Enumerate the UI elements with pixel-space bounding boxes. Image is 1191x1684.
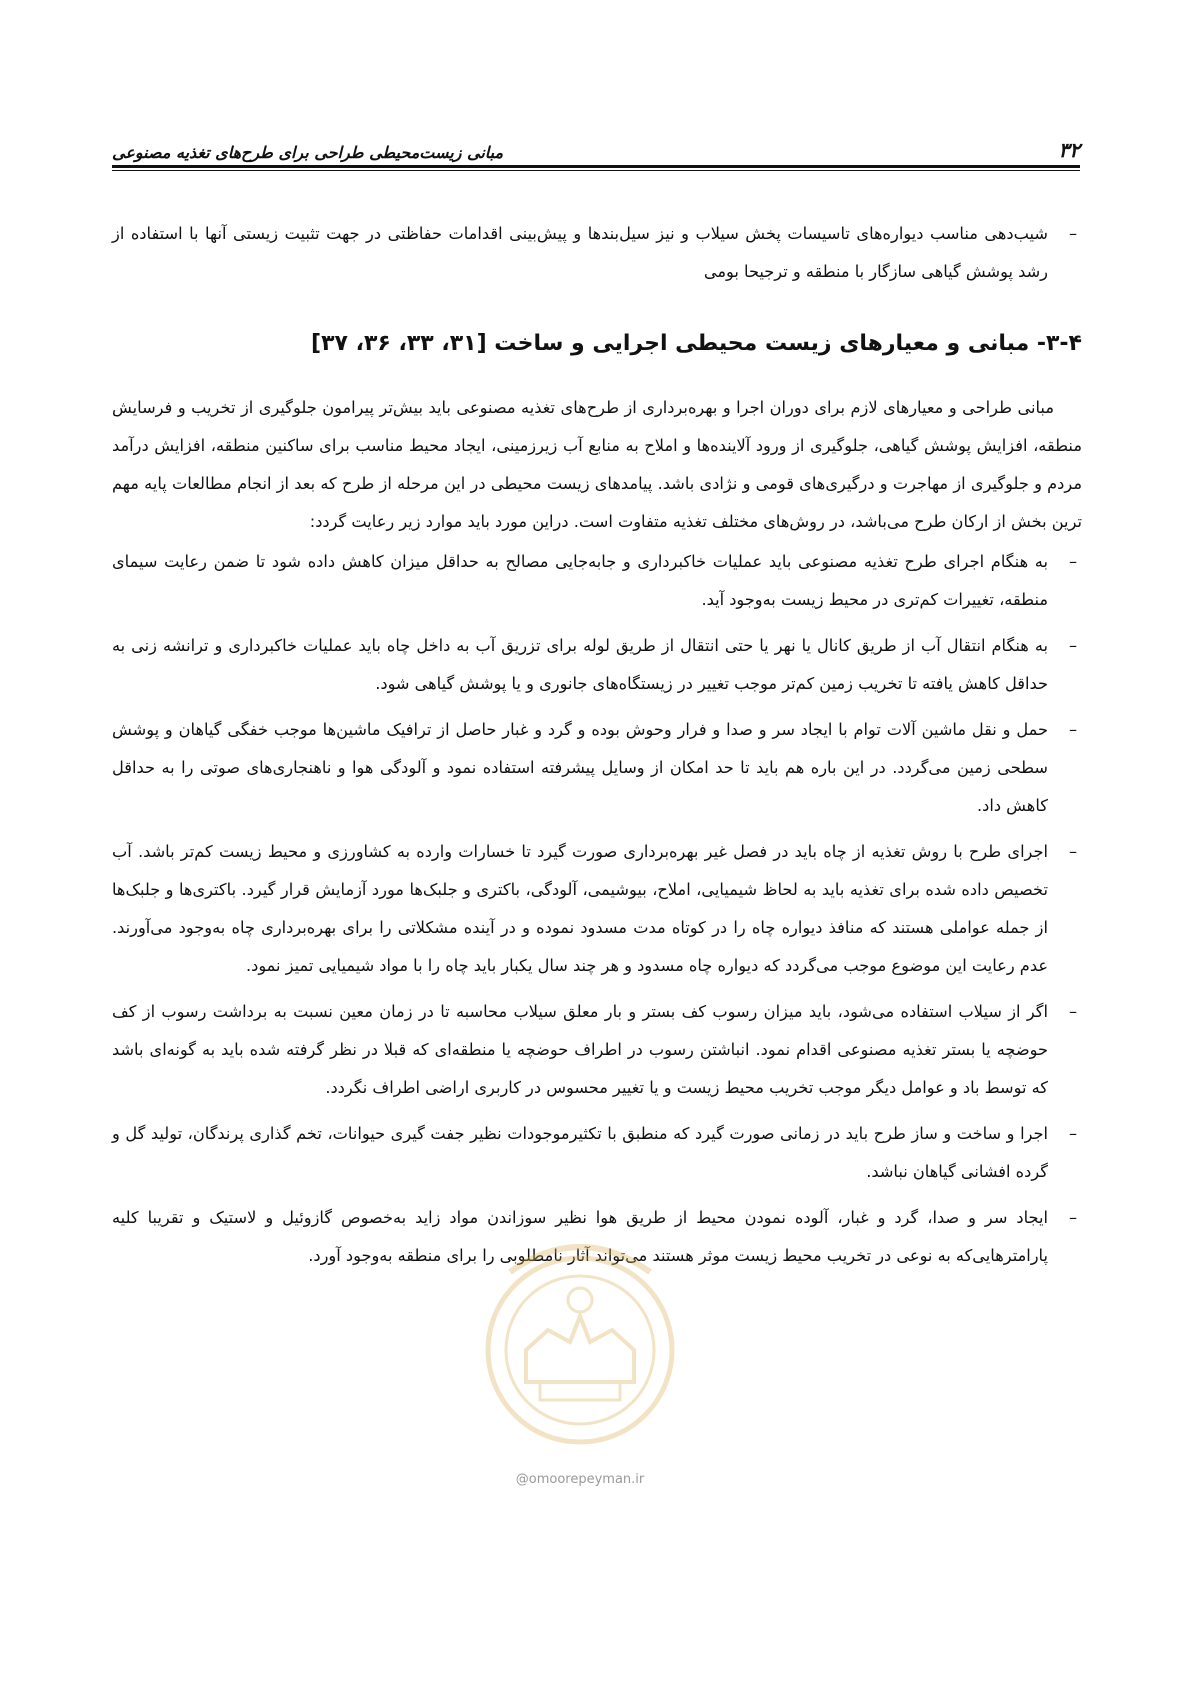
running-title: مبانی زیست‌محیطی طراحی برای طرح‌های تغذیه مصنوعی bbox=[112, 143, 504, 162]
list-item bbox=[112, 993, 1082, 1107]
list-item-text: اگر از سیلاب استفاده می‌شود، باید میزان رسوب کف بستر و بار معلق سیلاب محاسبه تا در زمان معین نسبت به برداشت رسوب از کف حوضچه یا بستر تغذیه مصنوعی اقدام نمود. انباشتن رسوب در اطراف حوضچه یا منطقه‌ای که قبلا در نظر گرفته شده باید به گونه‌ای باشد که توسط باد و عوامل دیگر موجب تخریب محیط زیست و یا تغییر محسوس در کاربری اراضی اطراف نگردد. bbox=[112, 1002, 1048, 1097]
list-item bbox=[112, 627, 1082, 703]
header-rule-thin bbox=[112, 170, 1080, 171]
bullet-dash: – bbox=[1068, 1002, 1078, 1021]
list-item-text: به هنگام انتقال آب از طریق کانال یا نهر یا حتی انتقال از طریق لوله برای تزریق آب به داخل چاه باید عملیات خاکبرداری و ترانشه زنی به حداقل کاهش یافته تا تخریب زمین کم‌تر موجب تغییر در زیستگاه‌های جانوری و یا پوشش گیاهی شود. bbox=[112, 636, 1048, 693]
header-rule bbox=[112, 165, 1080, 168]
list-item bbox=[112, 833, 1082, 985]
bullet-dash: – bbox=[1068, 224, 1078, 243]
bullet-dash: – bbox=[1068, 636, 1078, 655]
bullet-dash: – bbox=[1068, 552, 1078, 571]
section-heading: ۳-۴- مبانی و معیارهای زیست محیطی اجرایی و ساخت [۳۱، ۳۳، ۳۶، ۳۷] bbox=[311, 331, 1082, 356]
list-item bbox=[112, 215, 1082, 291]
bullet-dash: – bbox=[1068, 720, 1078, 739]
list-item-text: اجرا و ساخت و ساز طرح باید در زمانی صورت گیرد که منطبق با تکثیرموجودات نظیر جفت گیری حیوانات، تخم گذاری پرندگان، تولید گل و گرده افشانی گیاهان نباشد. bbox=[112, 1124, 1048, 1181]
list-item-text: ایجاد سر و صدا، گرد و غبار، آلوده نمودن محیط از طریق هوا نظیر سوزاندن مواد زاید به‌خصوص گازوئیل و لاستیک و تقریبا کلیه پارامترهایی‌که به نوعی در تخریب محیط زیست موثر هستند می‌تواند آثار نامطلوبی را برای منطقه به‌وجود آورد. bbox=[112, 1208, 1048, 1265]
list-item bbox=[112, 543, 1082, 619]
list-item-text: حمل و نقل ماشین آلات توام با ایجاد سر و صدا و فرار وحوش بوده و گرد و غبار حاصل از ترافیک ماشین‌ها موجب خفگی گیاهان و پوشش سطحی زمین می‌گردد. در این باره هم باید تا حد امکان از وسایل پیشرفته استفاده نمود و آلودگی هوا و ناهنجاری‌های صوتی را به حداقل کاهش داد. bbox=[112, 720, 1048, 815]
list-item-text: به هنگام اجرای طرح تغذیه مصنوعی باید عملیات خاکبرداری و جابه‌جایی مصالح به حداقل میزان کاهش داده شود تا ضمن رعایت سیمای منطقه، تغییرات کم‌تری در محیط زیست به‌وجود آید. bbox=[112, 552, 1048, 609]
watermark-url: @omoorepeyman.ir bbox=[515, 1472, 645, 1487]
page-body bbox=[112, 215, 1082, 1283]
page-number: ۳۲ bbox=[1058, 138, 1080, 162]
list-item-text: شیب‌دهی مناسب دیواره‌های تاسیسات پخش سیلاب و نیز سیل‌بندها و پیش‌بینی اقدامات حفاظتی در جهت تثبیت زیستی آنها با استفاده از رشد پوشش گیاهی سازگار با منطقه و ترجیحا بومی bbox=[112, 224, 1048, 281]
bullet-dash: – bbox=[1068, 842, 1078, 861]
list-item bbox=[112, 711, 1082, 825]
bullet-dash: – bbox=[1068, 1124, 1078, 1143]
list-item bbox=[112, 1199, 1082, 1275]
bullet-dash: – bbox=[1068, 1208, 1078, 1227]
list-item bbox=[112, 1115, 1082, 1191]
page-header bbox=[112, 124, 1080, 162]
section-paragraph: مبانی طراحی و معیارهای لازم برای دوران اجرا و بهره‌برداری از طرح‌های تغذیه مصنوعی باید بیش‌تر پیرامون جلوگیری از تخریب و فرسایش منطقه، افزایش پوشش گیاهی، جلوگیری از ورود آلاینده‌ها و املاح به منابع آب زیرزمینی، ایجاد محیط مناسب برای ساکنین منطقه، افزایش درآمد مردم و جلوگیری از مهاجرت و درگیری‌های قومی و نژادی باشد. پیامدهای زیست محیطی در این مرحله از طرح که بعد از انجام مطالعات پایه مهم ترین بخش از ارکان طرح می‌باشد، در روش‌های مختلف تغذیه متفاوت است. دراین مورد باید موارد زیر رعایت گردد: bbox=[112, 398, 1082, 531]
list-item-text: اجرای طرح با روش تغذیه از چاه باید در فصل غیر بهره‌برداری صورت گیرد تا خسارات وارده به کشاورزی و محیط زیست کم‌تر باشد. آب تخصیص داده شده برای تغذیه باید به لحاظ شیمیایی، املاح، بیوشیمی، آلودگی، باکتری و جلبک‌ها مورد آزمایش قرار گیرد. باکتری‌ها و جلبک‌ها از جمله عواملی هستند که منافذ دیواره چاه را در کوتاه مدت مسدود نموده و در آینده مشکلاتی را برای بهره‌برداری چاه به‌وجود می‌آورند. عدم رعایت این موضوع موجب می‌گردد که دیواره چاه مسدود و هر چند سال یکبار باید چاه را با مواد شیمیایی تمیز نمود. bbox=[112, 842, 1048, 975]
